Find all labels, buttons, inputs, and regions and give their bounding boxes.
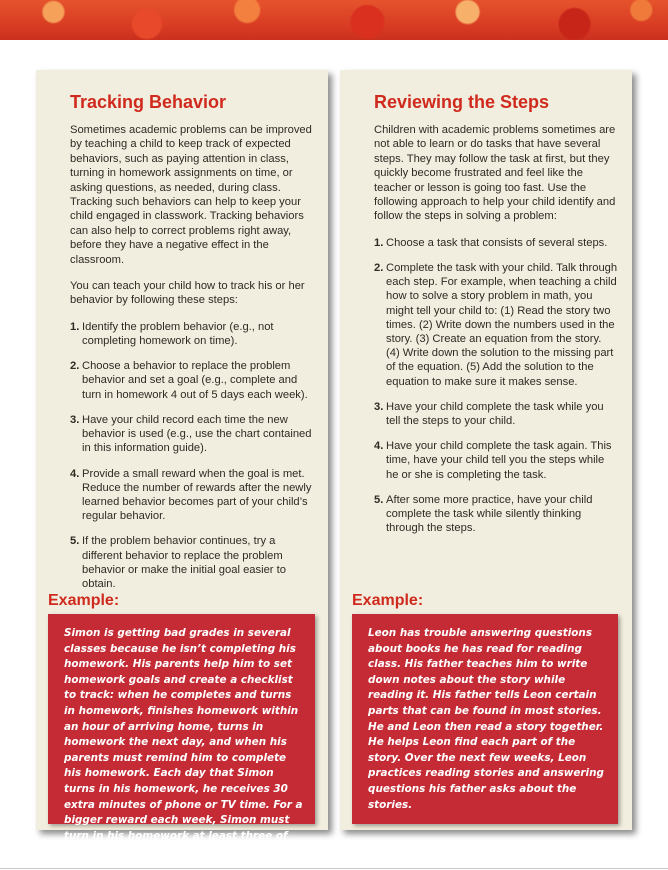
list-item: 3. Have your child complete the task while you tell the steps to your child. bbox=[374, 400, 604, 428]
list-item: 4. Provide a small reward when the goal is met. Reduce the number of rewards after the newly learned behavior becomes part of your child’s regular behavior. bbox=[70, 467, 312, 523]
list-item: 5. If the problem behavior continues, try a different behavior to replace the problem behavior or make the initial goal easier to obtain. bbox=[70, 535, 286, 590]
list-item: 1. Identify the problem behavior (e.g., not completing homework on time). bbox=[70, 320, 274, 348]
section-title: Reviewing the Steps bbox=[374, 92, 550, 112]
example-label-right: Example: bbox=[352, 592, 424, 609]
section-title: Tracking Behavior bbox=[70, 92, 227, 112]
list-item: 2. Complete the task with your child. Talk through each step. For example, when teaching a child how to solve a story problem in math, you might tell your child to: (1) Read the story two times. (2) Write down the numbers used in the story. (3) Create an equation from the story. (4) Write down the solution to the missing part of the equation. (5) Add the solution to the equation to make sure it makes sense. bbox=[374, 262, 618, 388]
intro-paragraph: Children with academic problems sometimes are not able to learn or do tasks that have several steps. They may follow the task at first, but they quickly become frustrated and feel like the teacher or lesson is going too fast. Use the following approach to help your child identify and follow the steps in solving a problem: bbox=[374, 124, 616, 223]
steps-list bbox=[374, 236, 618, 536]
example-label-left: Example: bbox=[48, 592, 120, 609]
steps-list bbox=[70, 320, 314, 591]
list-item: 1. Choose a task that consists of several steps. bbox=[374, 236, 608, 249]
intro-paragraph-2: You can teach your child how to track his or her behavior by following these steps: bbox=[70, 280, 305, 307]
bottom-divider bbox=[0, 868, 668, 869]
list-item: 3. Have your child record each time the new behavior is used (e.g., use the chart contained in this information guide). bbox=[70, 413, 312, 455]
list-item: 2. Choose a behavior to replace the problem behavior and set a goal (e.g., complete and turn in homework 4 out of 5 days each week). bbox=[70, 360, 308, 401]
example-box-right: Leon has trouble answering questions about books he has read for reading class. His father teaches him to write down notes about the story while reading it. His father tells Leon certain parts that can be found in most stories. He and Leon then read a story together. He helps Leon find each part of the story. Over the next few weeks, Leon practices reading stories and answering questions his father asks about the stories. bbox=[352, 614, 618, 824]
decorative-banner bbox=[0, 0, 668, 40]
list-item: 4. Have your child complete the task again. This time, have your child tell you the steps while he or she is completing the task. bbox=[374, 440, 612, 481]
example-box-left: Simon is getting bad grades in several classes because he isn’t completing his homework. His parents help him to set homework goals and create a checklist to track: when he completes and turns in homework, finishes homework within an hour of arriving home, turns in homework the next day, and when his parents must remind him to complete his homework. Each day that Simon turns in his homework, he receives 30 extra minutes of phone or TV time. For a bigger reward each week, Simon must turn in his homework at least three of the five days. bbox=[48, 614, 315, 824]
list-item: 5. After some more practice, have your child complete the task while silently thinking through the steps. bbox=[374, 493, 593, 535]
intro-paragraph: Sometimes academic problems can be improved by teaching a child to keep track of expected behaviors, such as paying attention in class, turning in homework assignments on time, or asking questions, as needed, during class. Tracking such behaviors can help to keep your child engaged in classwork. Tracking behaviors can also help to correct problems right away, before they have a negative effect in the classroom. bbox=[70, 124, 312, 266]
